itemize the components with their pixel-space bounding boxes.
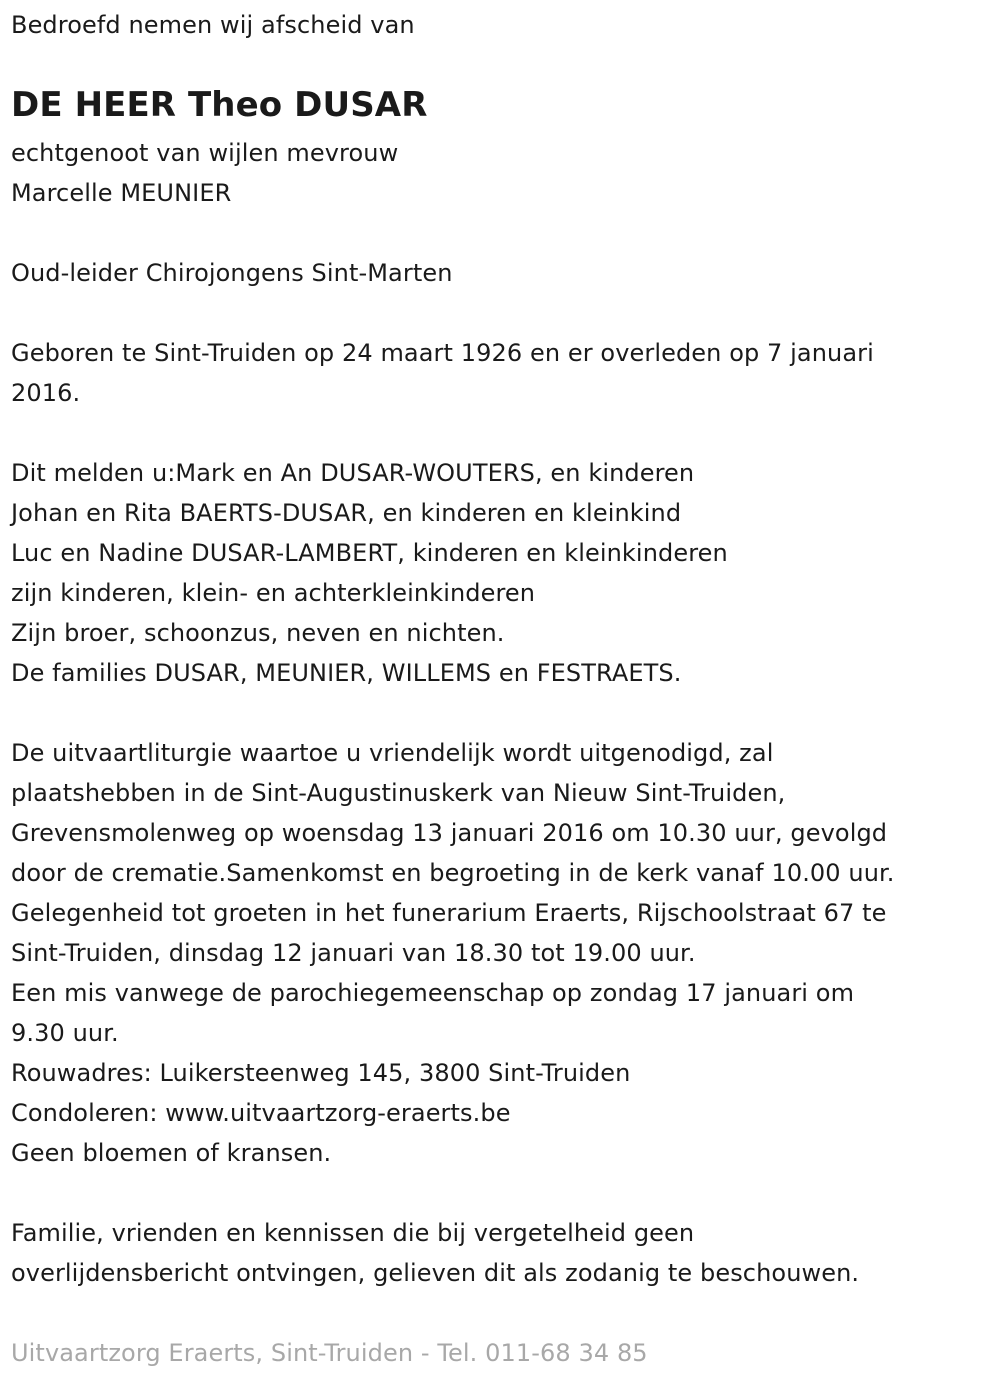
ceremony-line: Sint-Truiden, dinsdag 12 januari van 18.30 tot 19.00 uur. <box>11 939 696 967</box>
family-line: Johan en Rita BAERTS-DUSAR, en kinderen en kleinkind <box>11 499 682 527</box>
spouse-line: Marcelle MEUNIER <box>11 179 232 207</box>
spouse-line: echtgenoot van wijlen mevrouw <box>11 139 399 167</box>
ceremony-line: 9.30 uur. <box>11 1019 119 1047</box>
no-flowers-line: Geen bloemen of kransen. <box>11 1139 332 1167</box>
birth-death-line: Geboren te Sint-Truiden op 24 maart 1926 en er overleden op 7 januari <box>11 339 874 367</box>
closing-line: Familie, vrienden en kennissen die bij vergetelheid geen <box>11 1219 695 1247</box>
family-line: zijn kinderen, klein- en achterkleinkinderen <box>11 579 536 607</box>
family-line: Luc en Nadine DUSAR-LAMBERT, kinderen en kleinkinderen <box>11 539 728 567</box>
ceremony-line: Grevensmolenweg op woensdag 13 januari 2016 om 10.30 uur, gevolgd <box>11 819 888 847</box>
ceremony-line: plaatshebben in de Sint-Augustinuskerk van Nieuw Sint-Truiden, <box>11 779 786 807</box>
family-line: Dit melden u:Mark en An DUSAR-WOUTERS, en kinderen <box>11 459 695 487</box>
role-text: Oud-leider Chirojongens Sint-Marten <box>11 259 453 287</box>
ceremony-line: Een mis vanwege de parochiegemeenschap op zondag 17 januari om <box>11 979 855 1007</box>
closing-line: overlijdensbericht ontvingen, gelieven dit als zodanig te beschouwen. <box>11 1259 860 1287</box>
address-line: Rouwadres: Luikersteenweg 145, 3800 Sint-Truiden <box>11 1059 631 1087</box>
birth-death-line: 2016. <box>11 379 81 407</box>
intro-text: Bedroefd nemen wij afscheid van <box>11 11 415 39</box>
ceremony-line: door de crematie.Samenkomst en begroeting in de kerk vanaf 10.00 uur. <box>11 859 895 887</box>
family-line: De families DUSAR, MEUNIER, WILLEMS en FESTRAETS. <box>11 659 682 687</box>
deceased-name: DE HEER Theo DUSAR <box>11 85 428 125</box>
ceremony-line: De uitvaartliturgie waartoe u vriendelijk wordt uitgenodigd, zal <box>11 739 774 767</box>
funeral-home-footer: Uitvaartzorg Eraerts, Sint-Truiden - Tel. 011-68 34 85 <box>11 1339 648 1367</box>
condolence-link: Condoleren: www.uitvaartzorg-eraerts.be <box>11 1099 511 1127</box>
family-line: Zijn broer, schoonzus, neven en nichten. <box>11 619 505 647</box>
ceremony-line: Gelegenheid tot groeten in het funerarium Eraerts, Rijschoolstraat 67 te <box>11 899 887 927</box>
